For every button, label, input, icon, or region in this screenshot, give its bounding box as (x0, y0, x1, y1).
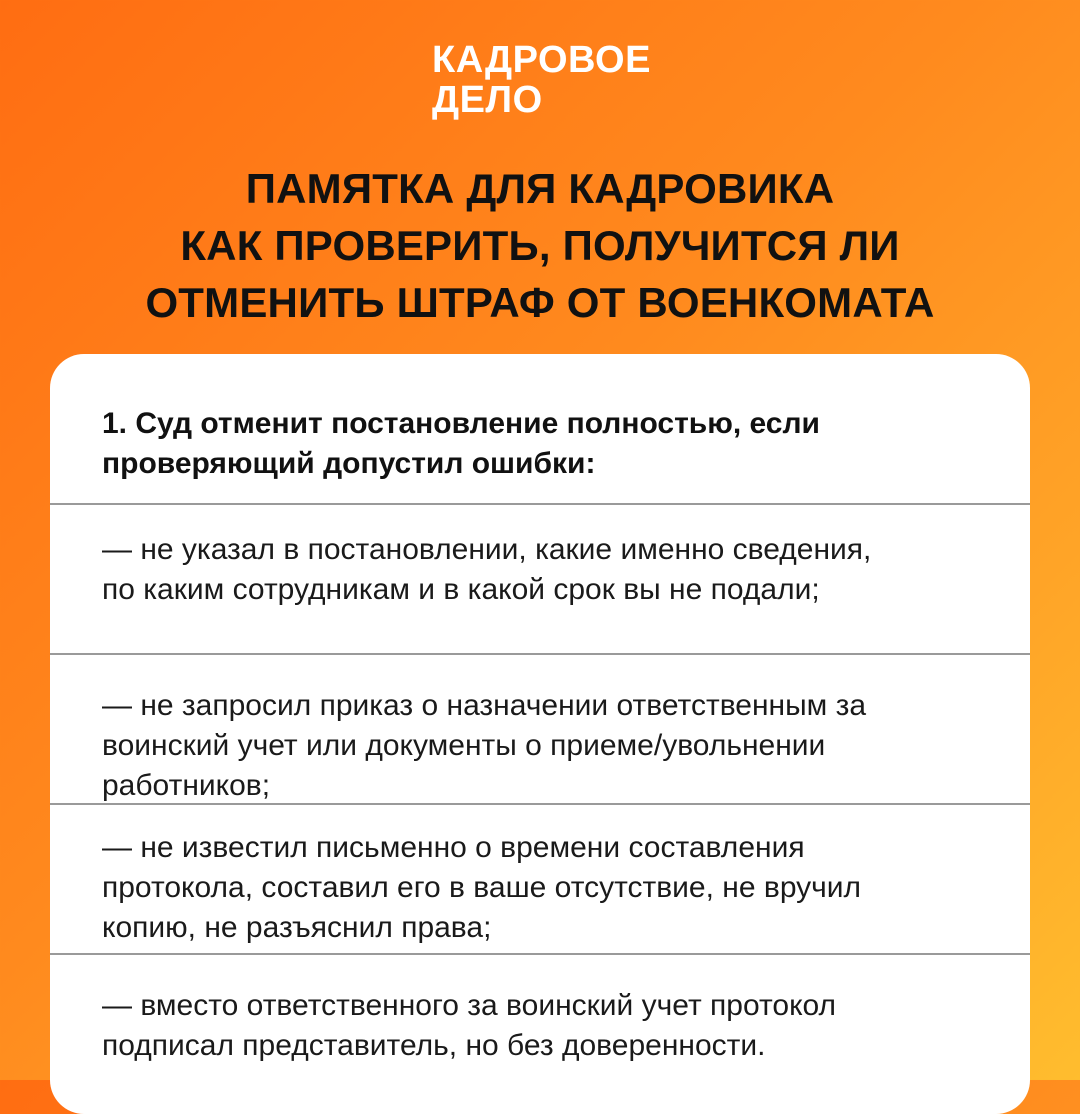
list-item-line: протокола, составил его в ваше отсутствие, не вручил (102, 871, 862, 904)
heading-line-2: проверяющий допустил ошибки: (102, 447, 596, 480)
list-item-line: работников; (102, 769, 271, 802)
list-item (102, 828, 861, 948)
list-item-line: — вместо ответственного за воинский учет протокол (102, 989, 837, 1022)
section-heading (102, 404, 820, 484)
list-item-line: — не запросил приказ о назначении ответственным за (102, 689, 867, 722)
logo-line-2: ДЕЛО (432, 79, 543, 121)
list-item-line: — не известил письменно о времени составления (102, 831, 805, 864)
title-line-3: ОТМЕНИТЬ ШТРАФ ОТ ВОЕНКОМАТА (145, 279, 935, 326)
list-item-line: — не указал в постановлении, какие именно сведения, (102, 533, 872, 566)
divider (50, 653, 1030, 655)
list-item-line: подписал представитель, но без доверенности. (102, 1029, 766, 1062)
content-card (50, 354, 1030, 1114)
list-item (102, 686, 866, 806)
list-item (102, 986, 836, 1066)
heading-line-1: 1. Суд отменит постановление полностью, если (102, 407, 820, 440)
list-item-line: воинский учет или документы о приеме/увольнении (102, 729, 826, 762)
divider (50, 803, 1030, 805)
divider (50, 503, 1030, 505)
list-item (102, 530, 871, 610)
list-item-line: по каким сотрудникам и в какой срок вы не подали; (102, 573, 820, 606)
title-line-1: ПАМЯТКА ДЛЯ КАДРОВИКА (245, 165, 835, 212)
logo-line-1: КАДРОВОЕ (432, 39, 651, 81)
list-item-line: копию, не разъяснил права; (102, 911, 492, 944)
brand-logo (432, 40, 651, 120)
title-line-2: КАК ПРОВЕРИТЬ, ПОЛУЧИТСЯ ЛИ (180, 222, 900, 269)
page-title (0, 160, 1080, 331)
divider (50, 953, 1030, 955)
